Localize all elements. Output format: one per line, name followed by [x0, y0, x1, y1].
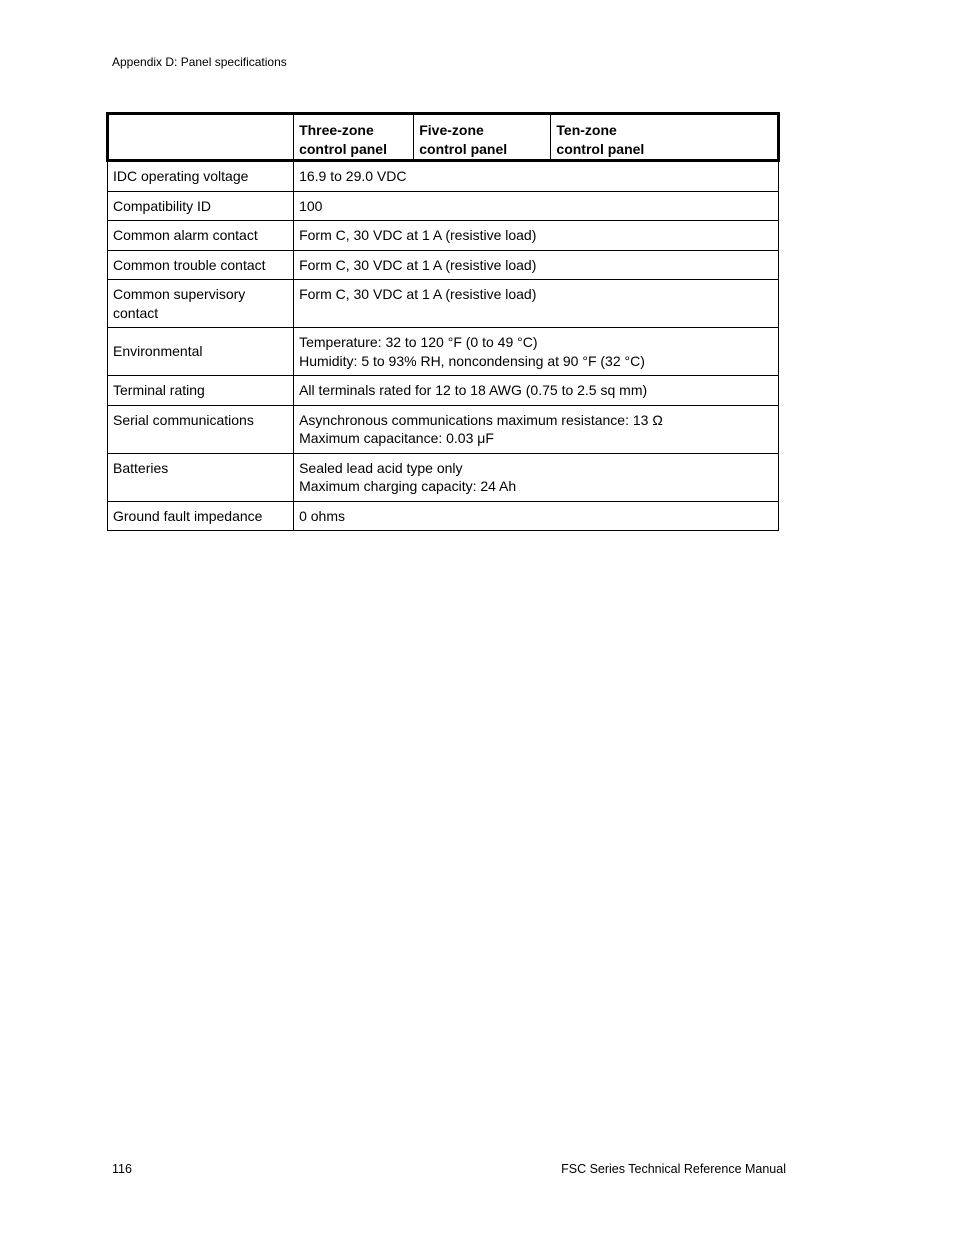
header-empty-cell: [108, 114, 294, 161]
row-label: Ground fault impedance: [108, 501, 294, 531]
manual-title: FSC Series Technical Reference Manual: [561, 1162, 786, 1176]
table-row: [108, 376, 779, 406]
row-value: Temperature: 32 to 120 °F (0 to 49 °C) Humidity: 5 to 93% RH, noncondensing at 90 °F (32 °C): [294, 328, 779, 376]
table-row: [108, 191, 779, 221]
table-header-row: [108, 114, 779, 161]
running-header: Appendix D: Panel specifications: [112, 55, 287, 69]
header-five-zone: Five-zone control panel: [414, 114, 551, 161]
row-value: 100: [294, 191, 779, 221]
panel-specifications-table: [106, 112, 780, 531]
row-value: Form C, 30 VDC at 1 A (resistive load): [294, 221, 779, 251]
table-row: [108, 405, 779, 453]
row-label: Common trouble contact: [108, 250, 294, 280]
table-row: [108, 328, 779, 376]
table-row: [108, 250, 779, 280]
row-label: Terminal rating: [108, 376, 294, 406]
table-row: [108, 280, 779, 328]
header-three-zone: Three-zone control panel: [294, 114, 414, 161]
row-label: IDC operating voltage: [108, 161, 294, 192]
table-row: [108, 161, 779, 192]
row-label: Common supervisory contact: [108, 280, 294, 328]
row-value: Asynchronous communications maximum resistance: 13 Ω Maximum capacitance: 0.03 μF: [294, 405, 779, 453]
row-label: Common alarm contact: [108, 221, 294, 251]
header-ten-zone: Ten-zone control panel: [551, 114, 779, 161]
row-label: Environmental: [108, 328, 294, 376]
row-value: Form C, 30 VDC at 1 A (resistive load): [294, 280, 779, 328]
table-row: [108, 221, 779, 251]
row-label: Serial communications: [108, 405, 294, 453]
row-value: Form C, 30 VDC at 1 A (resistive load): [294, 250, 779, 280]
table-row: [108, 453, 779, 501]
row-value: All terminals rated for 12 to 18 AWG (0.75 to 2.5 sq mm): [294, 376, 779, 406]
row-value: 16.9 to 29.0 VDC: [294, 161, 779, 192]
row-value: 0 ohms: [294, 501, 779, 531]
page-number: 116: [112, 1162, 132, 1176]
row-label: Batteries: [108, 453, 294, 501]
row-value: Sealed lead acid type only Maximum charging capacity: 24 Ah: [294, 453, 779, 501]
row-label: Compatibility ID: [108, 191, 294, 221]
table-row: [108, 501, 779, 531]
